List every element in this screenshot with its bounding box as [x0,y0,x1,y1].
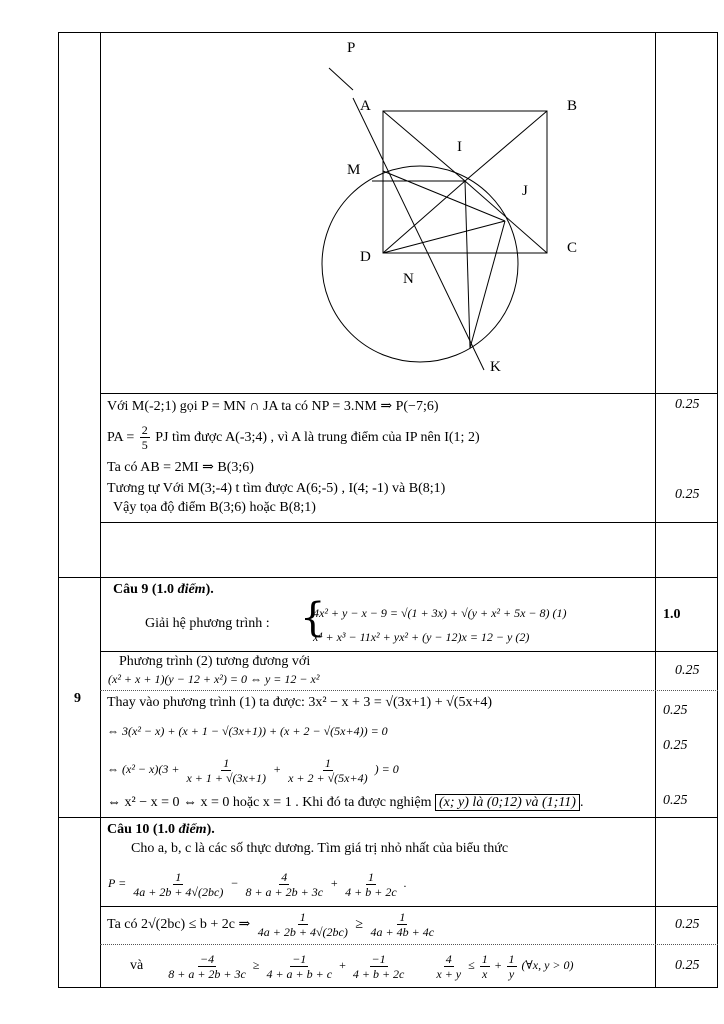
q10-p-frac-3: $\frac{1}{4 + b + 2c}$ [345,869,397,899]
label-j: J [522,183,528,199]
q10-score-2: 0.25 [675,958,700,973]
line-pk [353,98,484,370]
q9-score-3: 0.25 [663,738,688,753]
row-sep-q8-end [100,522,718,523]
q10-s2-frac-3: $\frac{-1}{4 + b + 2c}$ [352,951,405,981]
line-i-b [465,111,547,181]
row-sep-q9-step2 [100,690,718,691]
line-j-k [470,221,505,348]
label-m: M [347,162,361,178]
q8-fraction: $\frac{2}{5}$ [141,423,148,453]
label-c: C [567,240,578,256]
q9-solution-box: (x; y) là (0;12) và (1;11) [435,794,580,811]
q10-title: Câu 10 (1.0 điểm). [107,822,215,837]
line-i-c [465,181,547,253]
q8-line-3: Ta có AB = 2MI ⇒ B(3;6) [107,460,254,475]
q8-line-4: Tương tự Với M(3;-4) t tìm được A(6;-5) , I(4; -1) và B(8;1) [107,481,446,496]
line-m-j [383,171,505,221]
q9-step-4-frac-2: $\frac{1}{x + 2 + √(5x+4)}$ [288,755,368,785]
label-b: B [567,98,578,114]
line-p-tick [329,68,353,90]
q10-s1-frac-2: $\frac{1}{4a + 4b + 4c}$ [370,910,435,940]
q8-line-2 [107,422,480,454]
q9-step-1a: Phương trình (2) tương đương với [119,654,311,669]
q10-score-1: 0.25 [675,917,700,932]
q10-prompt: Cho a, b, c là các số thực dương. Tìm giá trị nhỏ nhất của biểu thức [131,841,509,856]
q9-title: Câu 9 (1.0 điểm). [113,582,214,597]
q8-line-2-right: PJ tìm được A(-3;4) , vì A là trung điểm của IP nên I(1; 2) [155,430,480,445]
q8-line-2-left: PA = [107,430,135,445]
q10-s2-frac-1: $\frac{-4}{8 + a + 2b + 3c}$ [168,951,246,981]
q9-total-score: 1.0 [663,607,681,622]
q8-line-5: Vậy tọa độ điểm B(3;6) hoặc B(8;1) [113,500,316,515]
circle-shape [322,166,518,362]
row-sep-q10 [58,817,718,818]
table-bottom-border [58,987,718,988]
q9-step-4: ⇔ (x² − x)(3 + $\frac{1}{x + 1 + √(3x+1)}$ + $\frac{1}{x + 2 + √(5x+4)}$ ) = 0 [107,755,399,785]
q10-s1-frac-1: $\frac{1}{4a + 2b + 4√(2bc)}$ [257,910,348,940]
q10-step-2: và $\frac{-4}{8 + a + 2b + 3c}$ ≥ $\frac{-1}{4 + a + b + c}$ + $\frac{-1}{4 + b + 2c}$ $\frac{4}{x + y}$ ≤ $\frac{1}{x}$ + $\frac{1}{y}$ (∀x, y > 0) [130,951,574,981]
q9-score-1: 0.25 [675,663,700,678]
q9-score-2: 0.25 [663,703,688,718]
q9-step-4-frac-1: $\frac{1}{x + 1 + √(3x+1)}$ [186,755,266,785]
q8-score-2: 0.25 [675,487,700,502]
q9-eq-1: 4x² + y − x − 9 = √(1 + 3x) + √(y + x² + 5x − 8) (1) [313,606,567,620]
q9-step-1b: (x² + x + 1)(y − 12 + x²) = 0 ⇔ y = 12 − x² [108,672,320,686]
q10-step-1: Ta có 2√(2bc) ≤ b + 2c ⇒ $\frac{1}{4a + 2b + 4√(2bc)}$ ≥ $\frac{1}{4a + 4b + 4c}$ [107,910,435,940]
q9-number: 9 [74,691,81,706]
q9-score-4: 0.25 [663,793,688,808]
q9-prompt: Giải hệ phương trình : [145,616,270,631]
row-sep-q9 [58,577,718,578]
line-a-i [383,111,465,181]
q9-step-5: ⇔ x² − x = 0 ⇔ x = 0 hoặc x = 1 . Khi đó ta được nghiệm (x; y) là (0;12) và (1;11) . [107,795,584,810]
label-i: I [457,139,462,155]
q9-step-3: ⇔ 3(x² − x) + (x + 1 − √(3x+1)) + (x + 2 − √(5x+4)) = 0 [107,724,388,738]
label-a: A [360,98,371,114]
label-p: P [347,40,356,56]
q10-s2-frac-6: $\frac{1}{y}$ [508,951,515,981]
q8-line-1: Với M(-2;1) gọi P = MN ∩ JA ta có NP = 3.NM ⇒ P(−7;6) [107,399,439,414]
q9-step-2: Thay vào phương trình (1) ta được: 3x² − x + 3 = √(3x+1) + √(5x+4) [107,695,493,710]
geometry-figure [0,0,724,400]
q10-p-frac-2: $\frac{4}{8 + a + 2b + 3c}$ [245,869,324,899]
q9-eq-2: x⁴ + x³ − 11x² + yx² + (y − 12)x = 12 − y (2) [313,630,530,644]
q10-expression-p: P = $\frac{1}{4a + 2b + 4√(2bc)}$ − $\frac{4}{8 + a + 2b + 3c}$ + $\frac{1}{4 + b + 2c}$ . [108,869,407,899]
label-n: N [403,271,414,287]
label-d: D [360,249,371,265]
q8-score-1: 0.25 [675,397,700,412]
q10-s2-frac-2: $\frac{-1}{4 + a + b + c}$ [266,951,333,981]
label-k: K [490,359,501,375]
q10-s2-frac-5: $\frac{1}{x}$ [481,951,488,981]
row-sep-q9-step1 [100,651,718,652]
q9-system-brace: { [300,595,326,641]
q10-p-frac-1: $\frac{1}{4a + 2b + 4√(2bc)}$ [133,869,224,899]
row-sep-q10-step2 [100,944,718,945]
q10-s2-frac-4: $\frac{4}{x + y}$ [436,951,462,981]
